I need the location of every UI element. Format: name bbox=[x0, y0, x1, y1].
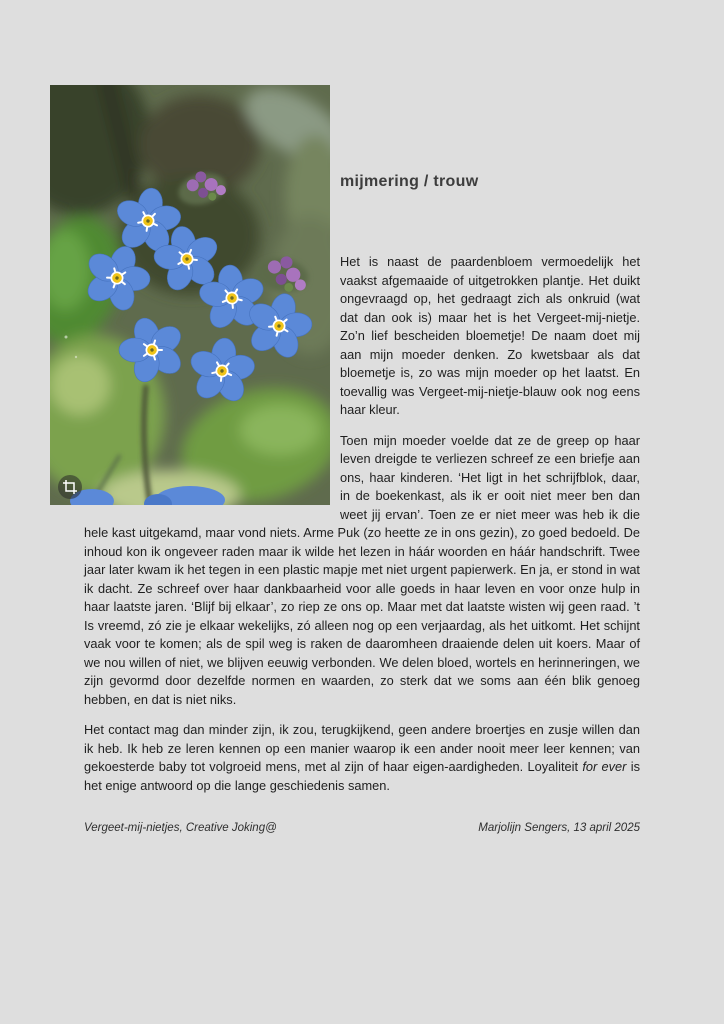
photo-illustration bbox=[50, 85, 330, 505]
paragraph-closing-italic: for ever bbox=[582, 759, 627, 774]
page-title: mijmering / trouw bbox=[340, 173, 479, 190]
footer-author-date: Marjolijn Sengers, 13 april 2025 bbox=[478, 822, 640, 834]
paragraph-closing-start: Het contact mag dan minder zijn, ik zou, terugkijkend, geen andere broertjes en zusje willen dan ik heb. Ik heb ze leren kennen op een manier waarop ik een ander nooit meer leer kennen; van gekoesterde baby tot volgroeid mens, met al zijn of haar eigen-aardigheden. Loyaliteit bbox=[84, 722, 640, 774]
paragraph-closing bbox=[84, 721, 640, 795]
crop-icon[interactable] bbox=[58, 475, 82, 499]
document-content bbox=[84, 0, 640, 795]
paragraph-closing-end: is het enige antwoord op die lange geschiedenis samen. bbox=[84, 759, 640, 793]
paragraph-mother-note: Toen mijn moeder voelde dat ze de greep op haar leven dreigde te verliezen schreef ze een briefje aan ons, haar kinderen. ‘Het ligt in het schrijfblok, daar, in de boekenkast, als ik er ooit niet meer ben dan weet jij ervan’. Toen ze er niet meer was heb ik die hele kast uitgekamd, maar vond niets. Arme Puk (zo heette ze in ons gezin), zo goed bedoeld. De inhoud kon ik ongeveer raden maar ik wilde het lezen in háár woorden en háár handschrift. Twee jaar later kwam ik het tegen in een plastic mapje met niet urgent papierwerk. En ja, er stond in wat ik dacht. Ze schreef over haar dankbaarheid voor alle goeds in haar leven en voor onze hulp in haar laatste jaren. ‘Blijf bij elkaar’, zo riep ze ons op. Maar met dat laatste wisten wij geen raad. ’t Is vreemd, zó zie je elkaar wekelijks, zó alleen nog op een verjaardag, als het uitkomt. Het schijnt vaak voor te komen; als de spil weg is raken de daaromheen draaiende delen uit koers. Maar of we nou willen of niet, we blijven eeuwig verbonden. We delen bloed, wortels en herinneringen, we zijn gevormd door dezelfde normen en waarden, zo sterk dat we soms aan één blik genoeg hebben, en dat is niet niks. bbox=[84, 432, 640, 707]
forget-me-not-photo bbox=[50, 85, 330, 505]
page-footer bbox=[84, 822, 640, 834]
paragraph-intro: Het is naast de paardenbloem vermoedelijk het vaakst afgemaaide of uitgetrokken plantje. Het duikt ongevraagd op, het gedraagt zich als onkruid (wat dat dan ook is) maar het is het Vergeet-mij-nietje. Zo’n lief bescheiden bloemetje! De naam doet mij aan mijn moeder denken. Zo kwetsbaar als dat bloemetje is, zo was mijn moeder op het laatst. En toevallig was Vergeet-mij-nietje-blauw ook nog eens haar kleur. bbox=[340, 254, 640, 417]
footer-source: Vergeet-mij-nietjes, Creative Joking@ bbox=[84, 822, 277, 834]
